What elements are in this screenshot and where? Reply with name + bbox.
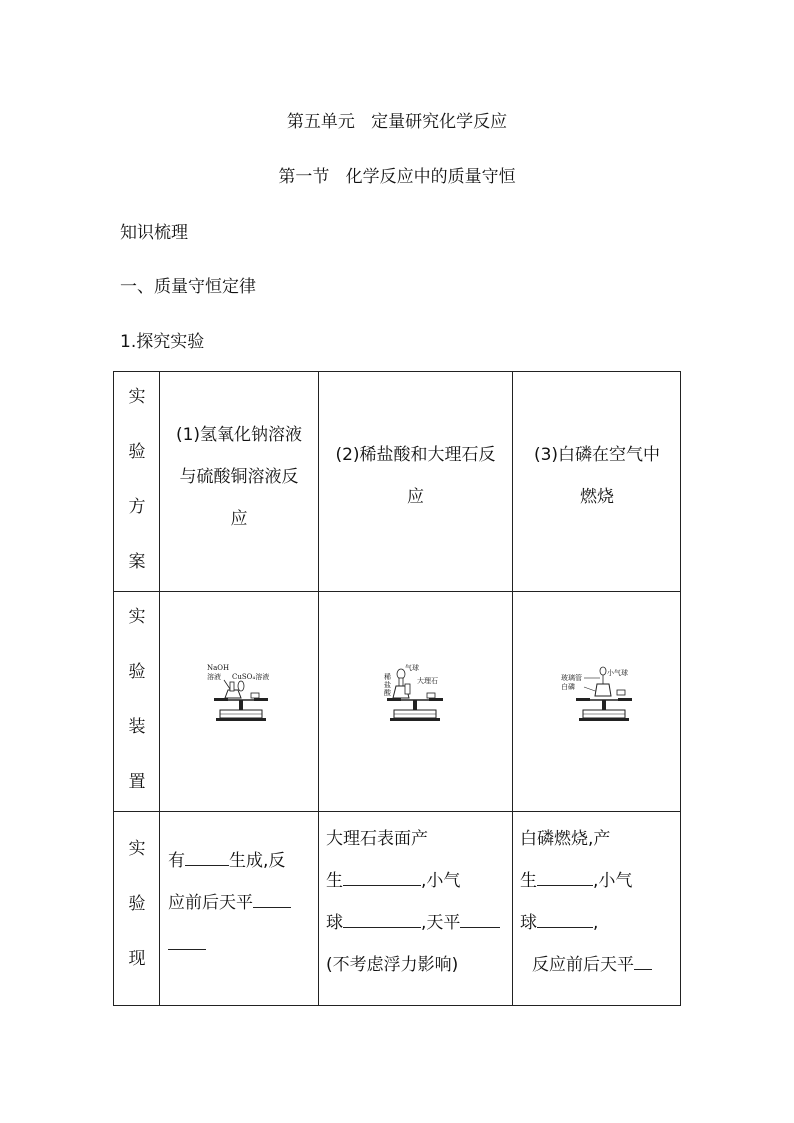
unit-title: 第五单元 定量研究化学反应 bbox=[286, 112, 508, 132]
row-header-char: 置 bbox=[128, 772, 146, 792]
fill-blank[interactable] bbox=[537, 909, 593, 928]
balance-illustration bbox=[379, 662, 454, 727]
balance-illustration bbox=[560, 662, 640, 727]
row-header-char: 装 bbox=[128, 717, 146, 737]
experiment-heading: 1.探究实验 bbox=[120, 332, 205, 352]
row-header-char: 实 bbox=[128, 387, 146, 407]
plan-text: (1)氢氧化钠溶液 bbox=[175, 425, 303, 445]
table-divider bbox=[114, 811, 680, 812]
device-label: CuSO₄溶液 bbox=[232, 673, 270, 681]
plan-text: 应 bbox=[407, 487, 424, 507]
device-label: 溶液 bbox=[207, 673, 221, 681]
row-header-char: 实 bbox=[128, 607, 146, 627]
plan-cell-1 bbox=[160, 414, 318, 540]
fill-blank[interactable] bbox=[168, 931, 206, 950]
row-header-char: 验 bbox=[128, 894, 146, 914]
device-label: 酸 bbox=[384, 689, 391, 697]
plan-cell-2 bbox=[319, 434, 512, 518]
phenomenon-text: 大理石表面产 bbox=[326, 829, 428, 849]
fill-blank[interactable] bbox=[343, 867, 421, 886]
device-label: NaOH bbox=[207, 664, 230, 672]
plan-cell-3 bbox=[513, 434, 681, 518]
row-header-char: 实 bbox=[128, 839, 146, 859]
row-header-char: 验 bbox=[128, 662, 146, 682]
apparatus-hcl-marble bbox=[379, 662, 454, 727]
knowledge-heading: 知识梳理 bbox=[120, 223, 188, 243]
phenomenon-text: ,天平 bbox=[421, 913, 461, 933]
fill-blank[interactable] bbox=[185, 847, 229, 866]
plan-text: (2)稀盐酸和大理石反 bbox=[335, 445, 496, 465]
phenomenon-text: , bbox=[593, 913, 599, 933]
phenomenon-text: ,小气 bbox=[421, 871, 461, 891]
phenomenon-text: 反应前后天平 bbox=[532, 955, 634, 975]
fill-blank[interactable] bbox=[537, 867, 593, 886]
phenomenon-text: 白磷燃烧,产 bbox=[520, 829, 611, 849]
phenomenon-text: 生成,反 bbox=[229, 851, 286, 871]
plan-text: 应 bbox=[230, 509, 248, 529]
apparatus-white-phosphorus bbox=[560, 662, 640, 727]
phenomenon-text: 有 bbox=[168, 851, 185, 871]
phenomenon-cell-1 bbox=[168, 840, 318, 966]
row-header-char: 验 bbox=[128, 442, 146, 462]
row-header-char: 方 bbox=[128, 497, 146, 517]
device-label: 小气球 bbox=[607, 669, 628, 677]
device-label: 稀 bbox=[384, 673, 391, 681]
phenomenon-text: 生 bbox=[326, 871, 343, 891]
apparatus-naoh-cuso4 bbox=[206, 662, 276, 727]
section-title: 第一节 化学反应中的质量守恒 bbox=[278, 167, 516, 187]
fill-blank[interactable] bbox=[634, 951, 652, 970]
phenomenon-text: 球 bbox=[520, 913, 537, 933]
phenomenon-text: 生 bbox=[520, 871, 537, 891]
phenomenon-cell-2 bbox=[326, 818, 512, 986]
phenomenon-text: ,小气 bbox=[593, 871, 633, 891]
phenomenon-text: 球 bbox=[326, 913, 343, 933]
device-label: 玻璃管 bbox=[561, 674, 582, 682]
plan-text: (3)白磷在空气中 bbox=[533, 445, 661, 465]
fill-blank[interactable] bbox=[253, 889, 291, 908]
law-heading: 一、质量守恒定律 bbox=[120, 277, 256, 297]
plan-text: 燃烧 bbox=[580, 487, 614, 507]
row-header-char: 现 bbox=[128, 949, 146, 969]
fill-blank[interactable] bbox=[343, 909, 421, 928]
experiment-table bbox=[113, 371, 681, 1006]
device-label: 盐 bbox=[384, 681, 391, 689]
plan-text: 与硫酸铜溶液反 bbox=[179, 467, 299, 487]
phenomenon-text: (不考虑浮力影响) bbox=[326, 955, 459, 975]
table-divider bbox=[114, 591, 680, 592]
device-label: 白磷 bbox=[561, 683, 575, 691]
device-label: 气球 bbox=[405, 664, 419, 672]
fill-blank[interactable] bbox=[460, 909, 500, 928]
row-header-char: 案 bbox=[128, 552, 146, 572]
phenomenon-text: 应前后天平 bbox=[168, 893, 253, 913]
device-label: 大理石 bbox=[417, 677, 438, 685]
balance-illustration bbox=[206, 662, 276, 727]
phenomenon-cell-3 bbox=[520, 818, 680, 986]
